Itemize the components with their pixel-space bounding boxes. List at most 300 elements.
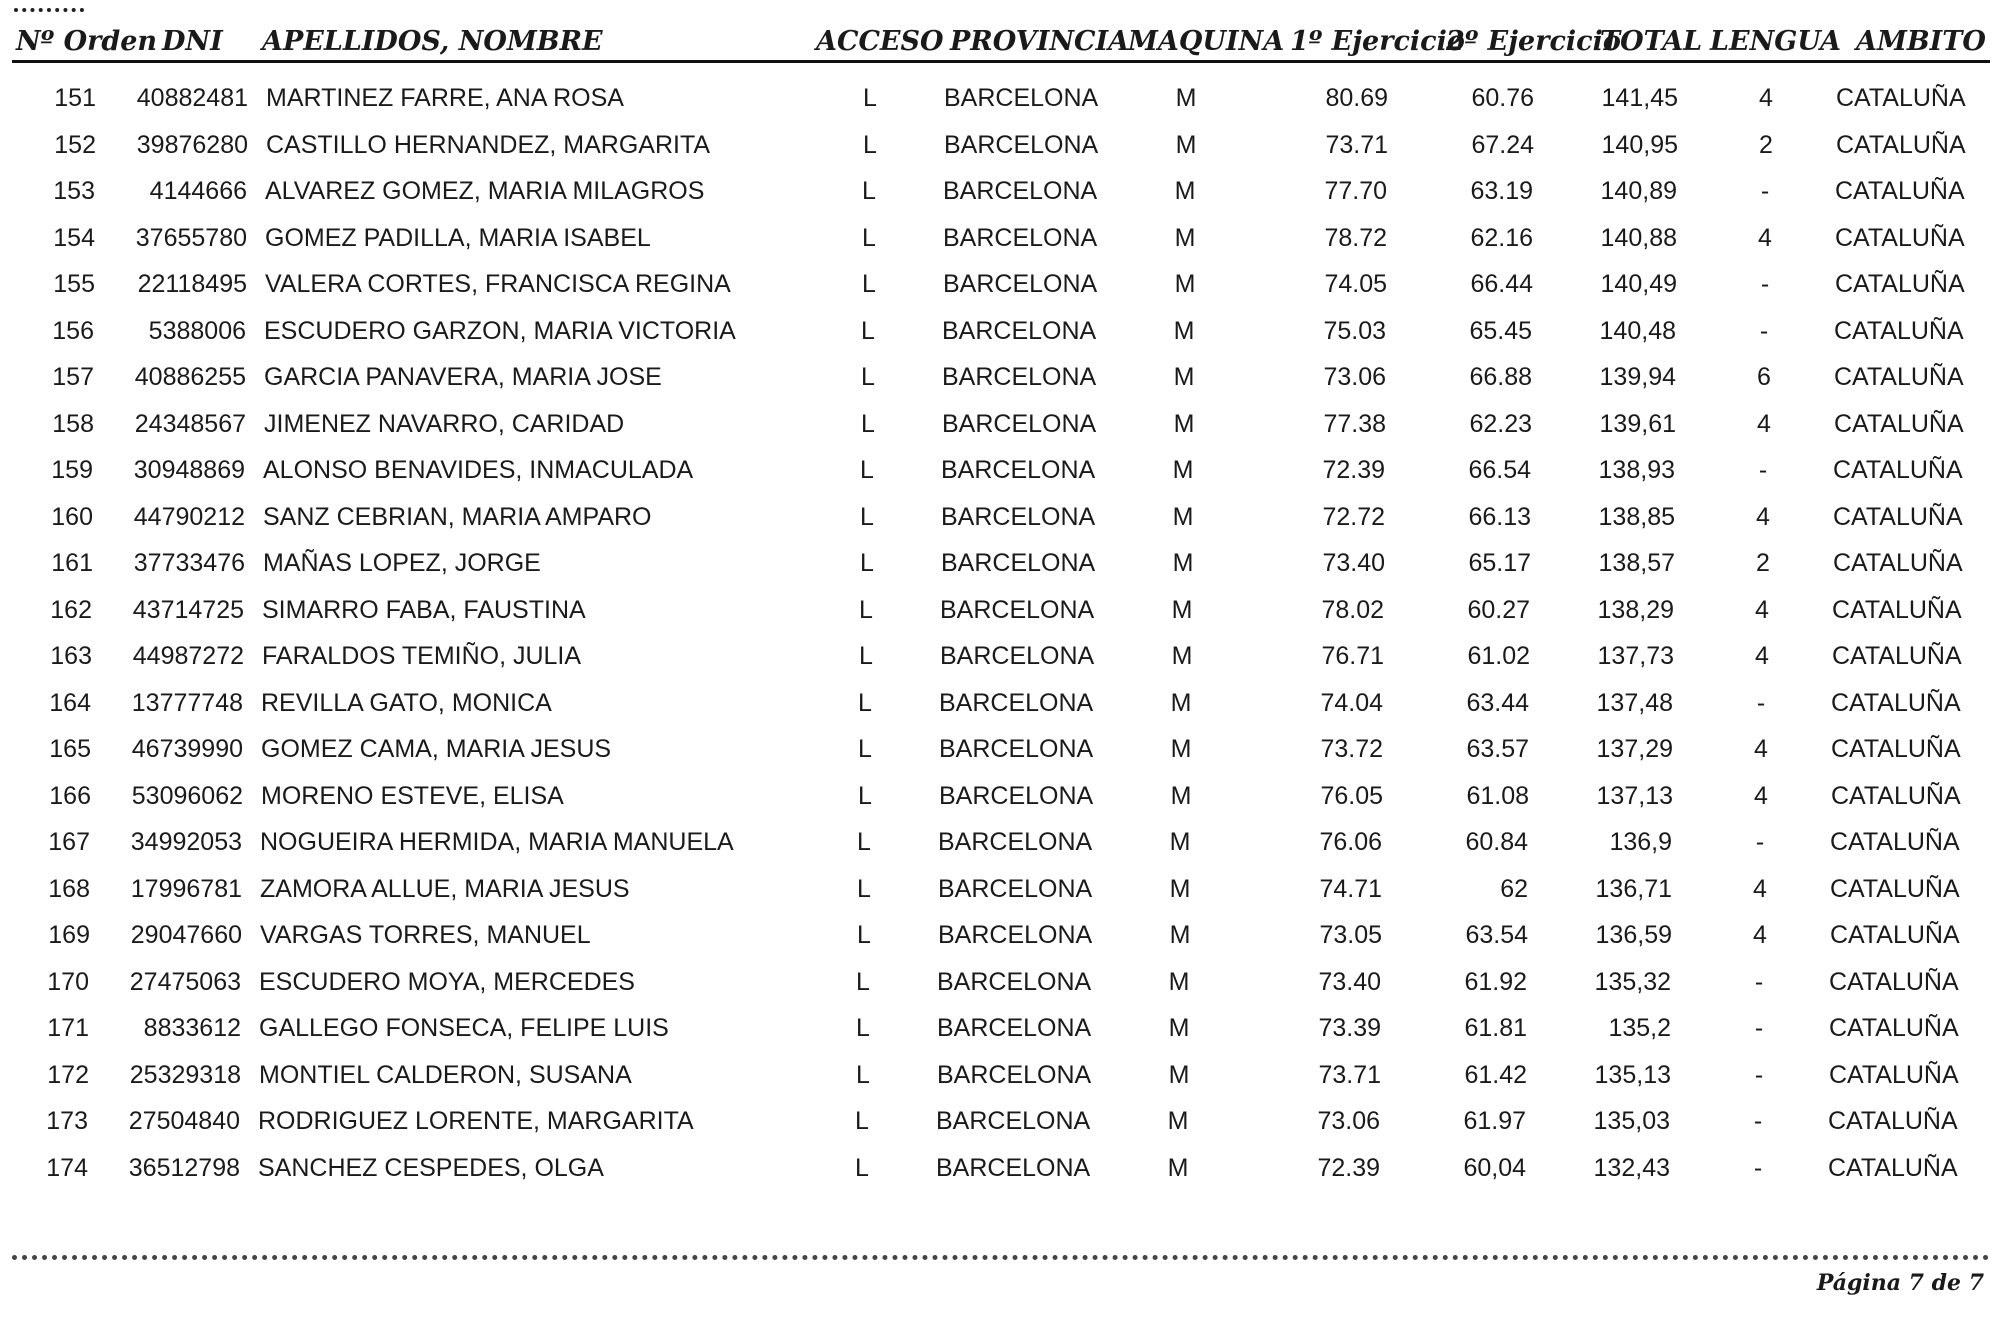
cell-dni: 8833612 <box>143 1014 241 1042</box>
cell-ambito: CATALUÑA <box>1830 828 1960 856</box>
page-number: Página 7 de 7 <box>1816 1270 1984 1296</box>
cell-ambito: CATALUÑA <box>1831 689 1961 717</box>
top-dotted-mark <box>14 8 84 12</box>
cell-orden: 165 <box>49 735 91 763</box>
cell-ejercicio-1: 73.40 <box>1322 549 1385 577</box>
table-row <box>0 216 2000 262</box>
cell-lengua: 4 <box>1755 596 1769 624</box>
cell-ejercicio-2: 62.16 <box>1470 224 1533 252</box>
cell-lengua: - <box>1754 968 1764 996</box>
footer-dotted-rule <box>12 1255 1990 1260</box>
cell-maquina: M <box>1169 828 1191 856</box>
cell-lengua: - <box>1760 270 1770 298</box>
cell-maquina: M <box>1172 503 1194 531</box>
cell-ambito: CATALUÑA <box>1830 875 1960 903</box>
table-row <box>0 634 2000 680</box>
cell-maquina: M <box>1170 735 1192 763</box>
cell-provincia: BARCELONA <box>938 828 1093 856</box>
table-row <box>0 867 2000 913</box>
cell-total: 139,94 <box>1599 363 1676 391</box>
cell-lengua: 2 <box>1759 131 1773 159</box>
cell-total: 135,13 <box>1594 1061 1671 1089</box>
table-row <box>0 913 2000 959</box>
cell-ambito: CATALUÑA <box>1828 1107 1958 1135</box>
cell-nombre: GOMEZ PADILLA, MARIA ISABEL <box>265 224 651 252</box>
cell-total: 135,32 <box>1594 968 1671 996</box>
header-provincia: PROVINCIA <box>950 26 1130 57</box>
cell-ambito: CATALUÑA <box>1830 921 1960 949</box>
cell-acceso: L <box>860 456 874 484</box>
header-ejercicio-2: 2º Ejercicio <box>1446 26 1621 57</box>
cell-acceso: L <box>856 1014 870 1042</box>
cell-ambito: CATALUÑA <box>1829 1014 1959 1042</box>
cell-ejercicio-2: 63.54 <box>1465 921 1528 949</box>
cell-ejercicio-2: 60.27 <box>1467 596 1530 624</box>
cell-ambito: CATALUÑA <box>1833 503 1963 531</box>
cell-dni: 44987272 <box>132 642 244 670</box>
header-ambito: AMBITO <box>1856 26 1986 57</box>
cell-nombre: GOMEZ CAMA, MARIA JESUS <box>261 735 612 763</box>
cell-nombre: JIMENEZ NAVARRO, CARIDAD <box>264 410 625 438</box>
cell-lengua: 4 <box>1755 642 1769 670</box>
cell-dni: 36512798 <box>128 1154 240 1182</box>
cell-acceso: L <box>857 828 871 856</box>
cell-ejercicio-2: 63.19 <box>1470 177 1533 205</box>
cell-ambito: CATALUÑA <box>1833 549 1963 577</box>
cell-acceso: L <box>862 224 876 252</box>
cell-ambito: CATALUÑA <box>1832 596 1962 624</box>
cell-ejercicio-1: 80.69 <box>1325 84 1388 112</box>
cell-provincia: BARCELONA <box>943 224 1098 252</box>
cell-lengua: 4 <box>1754 782 1768 810</box>
cell-dni: 44790212 <box>133 503 245 531</box>
header-total: TOTAL <box>1600 26 1703 57</box>
cell-ejercicio-2: 61.02 <box>1467 642 1530 670</box>
cell-ejercicio-1: 77.70 <box>1324 177 1387 205</box>
cell-acceso: L <box>858 782 872 810</box>
cell-provincia: BARCELONA <box>944 84 1099 112</box>
cell-ejercicio-1: 77.38 <box>1323 410 1386 438</box>
table-row <box>0 495 2000 541</box>
cell-orden: 171 <box>47 1014 89 1042</box>
cell-provincia: BARCELONA <box>940 642 1095 670</box>
cell-orden: 162 <box>50 596 92 624</box>
cell-provincia: BARCELONA <box>937 1061 1092 1089</box>
cell-orden: 161 <box>51 549 93 577</box>
cell-dni: 53096062 <box>131 782 243 810</box>
cell-maquina: M <box>1174 270 1196 298</box>
cell-ejercicio-1: 73.71 <box>1325 131 1388 159</box>
cell-ambito: CATALUÑA <box>1835 224 1965 252</box>
cell-ejercicio-1: 74.05 <box>1324 270 1387 298</box>
cell-maquina: M <box>1171 596 1193 624</box>
cell-total: 136,9 <box>1609 828 1672 856</box>
cell-provincia: BARCELONA <box>941 503 1096 531</box>
cell-ejercicio-1: 76.05 <box>1320 782 1383 810</box>
cell-ejercicio-2: 62 <box>1500 875 1528 903</box>
cell-ambito: CATALUÑA <box>1831 782 1961 810</box>
table-row <box>0 1099 2000 1145</box>
cell-provincia: BARCELONA <box>937 968 1092 996</box>
cell-orden: 169 <box>48 921 90 949</box>
cell-acceso: L <box>857 875 871 903</box>
cell-ejercicio-1: 76.06 <box>1319 828 1382 856</box>
cell-nombre: MORENO ESTEVE, ELISA <box>261 782 564 810</box>
table-row <box>0 355 2000 401</box>
cell-provincia: BARCELONA <box>943 270 1098 298</box>
cell-maquina: M <box>1172 456 1194 484</box>
cell-ejercicio-2: 63.57 <box>1466 735 1529 763</box>
cell-total: 140,49 <box>1600 270 1677 298</box>
cell-acceso: L <box>860 503 874 531</box>
table-row <box>0 448 2000 494</box>
cell-acceso: L <box>855 1107 869 1135</box>
cell-acceso: L <box>856 968 870 996</box>
cell-maquina: M <box>1170 782 1192 810</box>
cell-maquina: M <box>1173 317 1195 345</box>
cell-dni: 29047660 <box>130 921 242 949</box>
cell-orden: 166 <box>49 782 91 810</box>
cell-ejercicio-1: 76.71 <box>1321 642 1384 670</box>
cell-total: 136,59 <box>1595 921 1672 949</box>
cell-lengua: - <box>1756 689 1766 717</box>
cell-lengua: - <box>1754 1014 1764 1042</box>
cell-ejercicio-1: 73.71 <box>1318 1061 1381 1089</box>
cell-nombre: MAÑAS LOPEZ, JORGE <box>263 549 541 577</box>
cell-ejercicio-2: 65.45 <box>1469 317 1532 345</box>
cell-total: 138,93 <box>1598 456 1675 484</box>
cell-total: 135,03 <box>1593 1107 1670 1135</box>
cell-lengua: 4 <box>1753 921 1767 949</box>
cell-orden: 154 <box>53 224 95 252</box>
table-row <box>0 76 2000 122</box>
cell-ejercicio-2: 62.23 <box>1469 410 1532 438</box>
cell-provincia: BARCELONA <box>942 363 1097 391</box>
cell-ejercicio-2: 65.17 <box>1468 549 1531 577</box>
cell-acceso: L <box>862 270 876 298</box>
cell-ejercicio-1: 72.39 <box>1322 456 1385 484</box>
table-row <box>0 541 2000 587</box>
cell-nombre: MARTINEZ FARRE, ANA ROSA <box>266 84 624 112</box>
cell-lengua: - <box>1753 1107 1763 1135</box>
table-row <box>0 1146 2000 1192</box>
cell-lengua: 4 <box>1758 224 1772 252</box>
cell-orden: 153 <box>53 177 95 205</box>
cell-maquina: M <box>1171 642 1193 670</box>
cell-ambito: CATALUÑA <box>1834 317 1964 345</box>
cell-nombre: GALLEGO FONSECA, FELIPE LUIS <box>259 1014 669 1042</box>
table-row <box>0 820 2000 866</box>
cell-nombre: REVILLA GATO, MONICA <box>261 689 552 717</box>
cell-total: 132,43 <box>1593 1154 1670 1182</box>
table-row <box>0 588 2000 634</box>
cell-lengua: 4 <box>1757 410 1771 438</box>
cell-provincia: BARCELONA <box>939 782 1094 810</box>
cell-provincia: BARCELONA <box>944 131 1099 159</box>
cell-ambito: CATALUÑA <box>1835 270 1965 298</box>
cell-ambito: CATALUÑA <box>1831 735 1961 763</box>
cell-maquina: M <box>1175 84 1197 112</box>
cell-total: 141,45 <box>1601 84 1678 112</box>
cell-acceso: L <box>860 549 874 577</box>
cell-ejercicio-2: 60.76 <box>1471 84 1534 112</box>
cell-lengua: 2 <box>1756 549 1770 577</box>
cell-total: 139,61 <box>1599 410 1676 438</box>
cell-orden: 152 <box>54 131 96 159</box>
cell-dni: 5388006 <box>148 317 246 345</box>
cell-ambito: CATALUÑA <box>1833 456 1963 484</box>
cell-nombre: SANZ CEBRIAN, MARIA AMPARO <box>263 503 652 531</box>
header-maquina: MAQUINA <box>1128 26 1285 57</box>
cell-provincia: BARCELONA <box>937 1014 1092 1042</box>
cell-dni: 4144666 <box>149 177 247 205</box>
cell-dni: 27475063 <box>129 968 241 996</box>
cell-nombre: SIMARRO FABA, FAUSTINA <box>262 596 586 624</box>
cell-ejercicio-2: 61.42 <box>1464 1061 1527 1089</box>
cell-ejercicio-1: 73.39 <box>1318 1014 1381 1042</box>
cell-acceso: L <box>859 642 873 670</box>
cell-nombre: VALERA CORTES, FRANCISCA REGINA <box>265 270 731 298</box>
cell-dni: 30948869 <box>133 456 245 484</box>
cell-nombre: ALVAREZ GOMEZ, MARIA MILAGROS <box>265 177 705 205</box>
cell-provincia: BARCELONA <box>936 1154 1091 1182</box>
cell-ejercicio-1: 74.71 <box>1319 875 1382 903</box>
cell-dni: 39876280 <box>136 131 248 159</box>
cell-lengua: - <box>1759 317 1769 345</box>
cell-provincia: BARCELONA <box>940 596 1095 624</box>
header-ejercicio-1: 1º Ejercicio <box>1290 26 1465 57</box>
cell-total: 138,29 <box>1597 596 1674 624</box>
cell-provincia: BARCELONA <box>941 549 1096 577</box>
cell-ambito: CATALUÑA <box>1835 177 1965 205</box>
header-dni: DNI <box>162 26 223 57</box>
cell-dni: 37733476 <box>133 549 245 577</box>
table-row <box>0 1053 2000 1099</box>
cell-dni: 37655780 <box>135 224 247 252</box>
table-row <box>0 960 2000 1006</box>
cell-lengua: 4 <box>1756 503 1770 531</box>
cell-orden: 157 <box>52 363 94 391</box>
cell-ejercicio-2: 61.08 <box>1466 782 1529 810</box>
cell-lengua: - <box>1754 1061 1764 1089</box>
cell-orden: 156 <box>52 317 94 345</box>
cell-ejercicio-1: 78.72 <box>1324 224 1387 252</box>
cell-acceso: L <box>863 131 877 159</box>
cell-ejercicio-1: 74.04 <box>1320 689 1383 717</box>
cell-orden: 163 <box>50 642 92 670</box>
cell-provincia: BARCELONA <box>936 1107 1091 1135</box>
cell-provincia: BARCELONA <box>939 735 1094 763</box>
cell-orden: 170 <box>47 968 89 996</box>
cell-dni: 40886255 <box>134 363 246 391</box>
header-orden: Nº Orden <box>16 26 158 57</box>
cell-ambito: CATALUÑA <box>1836 84 1966 112</box>
cell-maquina: M <box>1173 410 1195 438</box>
cell-acceso: L <box>856 1061 870 1089</box>
cell-lengua: 4 <box>1753 875 1767 903</box>
cell-orden: 158 <box>52 410 94 438</box>
table-row <box>0 123 2000 169</box>
cell-acceso: L <box>859 596 873 624</box>
cell-maquina: M <box>1167 1154 1189 1182</box>
cell-ejercicio-1: 72.39 <box>1317 1154 1380 1182</box>
cell-dni: 40882481 <box>136 84 248 112</box>
cell-dni: 27504840 <box>128 1107 240 1135</box>
header-rule <box>12 60 1990 63</box>
cell-maquina: M <box>1168 1014 1190 1042</box>
cell-ejercicio-2: 66.44 <box>1470 270 1533 298</box>
cell-orden: 168 <box>48 875 90 903</box>
cell-dni: 46739990 <box>131 735 243 763</box>
cell-lengua: 6 <box>1757 363 1771 391</box>
cell-ambito: CATALUÑA <box>1828 1154 1958 1182</box>
cell-total: 137,73 <box>1597 642 1674 670</box>
cell-ambito: CATALUÑA <box>1829 1061 1959 1089</box>
cell-orden: 164 <box>49 689 91 717</box>
cell-total: 140,48 <box>1599 317 1676 345</box>
cell-provincia: BARCELONA <box>942 317 1097 345</box>
cell-provincia: BARCELONA <box>938 875 1093 903</box>
cell-nombre: ESCUDERO GARZON, MARIA VICTORIA <box>264 317 736 345</box>
cell-maquina: M <box>1169 875 1191 903</box>
cell-dni: 25329318 <box>129 1061 241 1089</box>
cell-ejercicio-2: 66.88 <box>1469 363 1532 391</box>
cell-ejercicio-2: 60.84 <box>1465 828 1528 856</box>
cell-nombre: ALONSO BENAVIDES, INMACULADA <box>263 456 694 484</box>
cell-nombre: CASTILLO HERNANDEZ, MARGARITA <box>266 131 711 159</box>
cell-maquina: M <box>1168 1061 1190 1089</box>
cell-maquina: M <box>1172 549 1194 577</box>
cell-ejercicio-2: 60,04 <box>1463 1154 1526 1182</box>
cell-provincia: BARCELONA <box>941 456 1096 484</box>
cell-total: 140,89 <box>1600 177 1677 205</box>
cell-total: 137,48 <box>1596 689 1673 717</box>
table-header <box>0 18 2000 64</box>
cell-ambito: CATALUÑA <box>1832 642 1962 670</box>
cell-ejercicio-2: 61.92 <box>1464 968 1527 996</box>
cell-total: 136,71 <box>1595 875 1672 903</box>
cell-ejercicio-2: 61.97 <box>1463 1107 1526 1135</box>
cell-lengua: - <box>1758 456 1768 484</box>
header-lengua: LENGUA <box>1710 26 1841 57</box>
cell-maquina: M <box>1175 131 1197 159</box>
cell-maquina: M <box>1169 921 1191 949</box>
cell-ejercicio-2: 63.44 <box>1466 689 1529 717</box>
cell-dni: 13777748 <box>131 689 243 717</box>
cell-ambito: CATALUÑA <box>1834 363 1964 391</box>
cell-ejercicio-2: 61.81 <box>1464 1014 1527 1042</box>
cell-nombre: FARALDOS TEMIÑO, JULIA <box>262 642 582 670</box>
cell-nombre: RODRIGUEZ LORENTE, MARGARITA <box>258 1107 694 1135</box>
cell-provincia: BARCELONA <box>943 177 1098 205</box>
cell-acceso: L <box>861 410 875 438</box>
table-row <box>0 681 2000 727</box>
cell-ejercicio-1: 73.05 <box>1319 921 1382 949</box>
cell-ambito: CATALUÑA <box>1829 968 1959 996</box>
cell-lengua: - <box>1760 177 1770 205</box>
cell-ejercicio-2: 66.13 <box>1468 503 1531 531</box>
cell-ejercicio-1: 73.40 <box>1318 968 1381 996</box>
cell-nombre: ZAMORA ALLUE, MARIA JESUS <box>260 875 630 903</box>
cell-maquina: M <box>1170 689 1192 717</box>
cell-ejercicio-1: 73.06 <box>1323 363 1386 391</box>
cell-ejercicio-2: 67.24 <box>1471 131 1534 159</box>
cell-provincia: BARCELONA <box>939 689 1094 717</box>
cell-acceso: L <box>862 177 876 205</box>
cell-nombre: SANCHEZ CESPEDES, OLGA <box>258 1154 604 1182</box>
cell-maquina: M <box>1168 968 1190 996</box>
cell-total: 137,29 <box>1596 735 1673 763</box>
cell-lengua: 4 <box>1759 84 1773 112</box>
cell-acceso: L <box>858 735 872 763</box>
cell-orden: 151 <box>54 84 96 112</box>
cell-acceso: L <box>861 363 875 391</box>
cell-dni: 22118495 <box>137 270 247 298</box>
cell-maquina: M <box>1174 177 1196 205</box>
cell-ambito: CATALUÑA <box>1834 410 1964 438</box>
table-row <box>0 169 2000 215</box>
cell-provincia: BARCELONA <box>942 410 1097 438</box>
header-nombre: APELLIDOS, NOMBRE <box>262 26 603 57</box>
table-row <box>0 309 2000 355</box>
table-row <box>0 262 2000 308</box>
cell-maquina: M <box>1174 224 1196 252</box>
cell-nombre: GARCIA PANAVERA, MARIA JOSE <box>264 363 662 391</box>
cell-nombre: MONTIEL CALDERON, SUSANA <box>259 1061 632 1089</box>
cell-lengua: 4 <box>1754 735 1768 763</box>
cell-dni: 43714725 <box>132 596 244 624</box>
cell-ejercicio-1: 73.06 <box>1317 1107 1380 1135</box>
cell-dni: 34992053 <box>130 828 242 856</box>
cell-total: 138,85 <box>1598 503 1675 531</box>
cell-orden: 172 <box>47 1061 89 1089</box>
cell-orden: 167 <box>48 828 90 856</box>
cell-acceso: L <box>858 689 872 717</box>
table-row <box>0 727 2000 773</box>
header-acceso: ACCESO <box>816 26 944 57</box>
cell-maquina: M <box>1167 1107 1189 1135</box>
cell-provincia: BARCELONA <box>938 921 1093 949</box>
cell-total: 137,13 <box>1596 782 1673 810</box>
cell-orden: 174 <box>46 1154 88 1182</box>
cell-ambito: CATALUÑA <box>1836 131 1966 159</box>
table-row <box>0 402 2000 448</box>
cell-lengua: - <box>1755 828 1765 856</box>
cell-dni: 24348567 <box>134 410 246 438</box>
cell-orden: 173 <box>46 1107 88 1135</box>
cell-orden: 155 <box>53 270 95 298</box>
cell-lengua: - <box>1753 1154 1763 1182</box>
cell-acceso: L <box>855 1154 869 1182</box>
cell-total: 140,88 <box>1600 224 1677 252</box>
cell-maquina: M <box>1173 363 1195 391</box>
cell-nombre: VARGAS TORRES, MANUEL <box>260 921 591 949</box>
cell-acceso: L <box>863 84 877 112</box>
cell-acceso: L <box>861 317 875 345</box>
table-row <box>0 1006 2000 1052</box>
cell-total: 135,2 <box>1608 1014 1671 1042</box>
table-row <box>0 774 2000 820</box>
cell-ejercicio-1: 75.03 <box>1323 317 1386 345</box>
cell-acceso: L <box>857 921 871 949</box>
cell-total: 140,95 <box>1601 131 1678 159</box>
cell-nombre: ESCUDERO MOYA, MERCEDES <box>259 968 635 996</box>
cell-ejercicio-2: 66.54 <box>1468 456 1531 484</box>
cell-nombre: NOGUEIRA HERMIDA, MARIA MANUELA <box>260 828 734 856</box>
cell-total: 138,57 <box>1598 549 1675 577</box>
cell-orden: 160 <box>51 503 93 531</box>
cell-ejercicio-1: 72.72 <box>1322 503 1385 531</box>
